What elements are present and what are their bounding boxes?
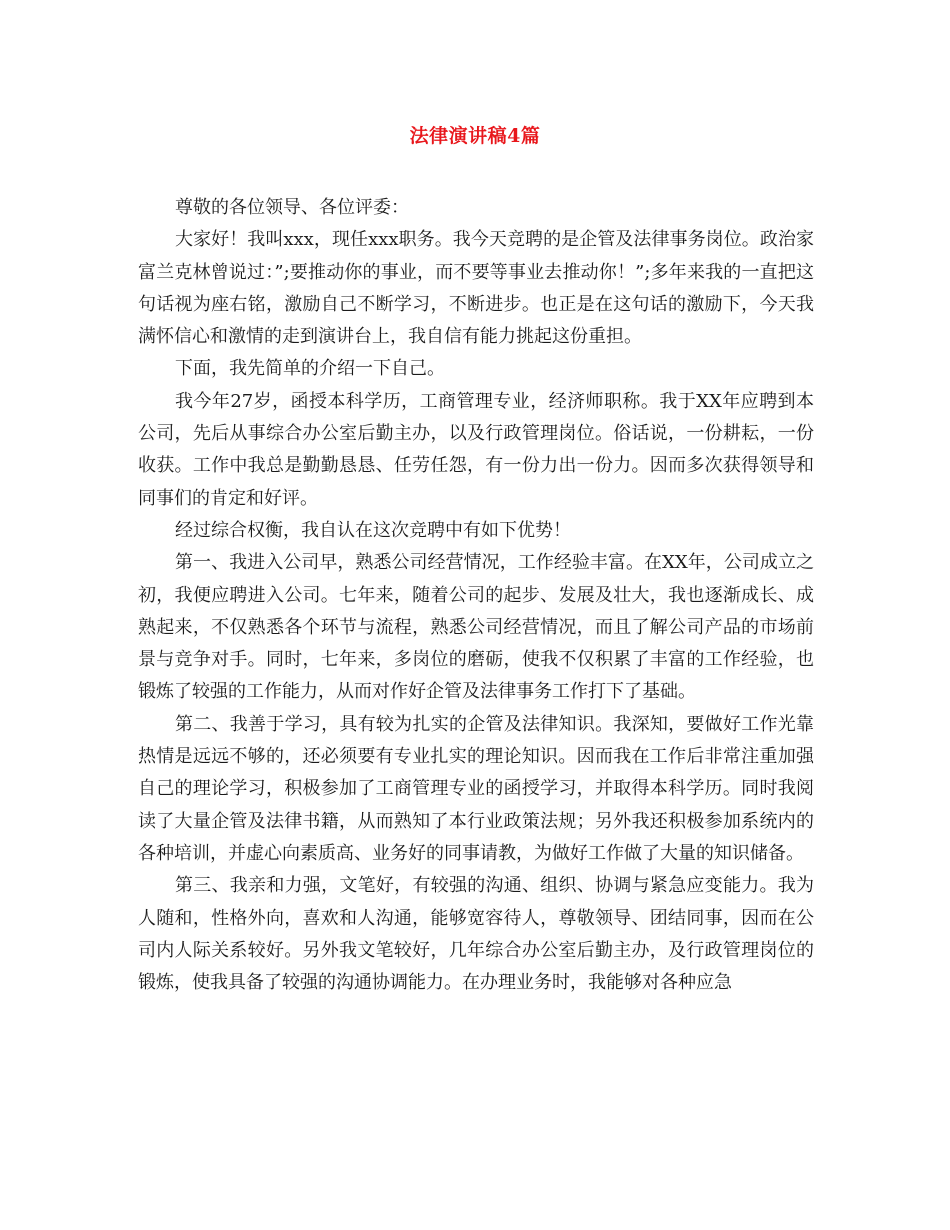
body-paragraph: 下面，我先简单的介绍一下自己。 <box>175 358 445 380</box>
document-body <box>138 192 814 999</box>
body-paragraph: 我今年27岁，函授本科学历，工商管理专业，经济师职称。我于XX年应聘到本公司，先后从事综合办公室后勤主办，以及行政管理岗位。俗话说，一份耕耘，一份收获。工作中我总是勤勤恳恳、任劳任怨，有一份力出一份力。因而多次获得领导和同事们的肯定和好评。 <box>138 390 814 509</box>
body-paragraph: 大家好！我叫xxx，现任xxx职务。我今天竞聘的是企管及法律事务岗位。政治家富兰克林曾说过：”;要推动你的事业，而不要等事业去推动你！”;多年来我的一直把这句话视为座右铭，激励自己不断学习，不断进步。也正是在这句话的激励下，今天我满怀信心和激情的走到演讲台上，我自信有能力挑起这份重担。 <box>138 229 814 348</box>
body-paragraph: 第二、我善于学习，具有较为扎实的企管及法律知识。我深知，要做好工作光靠热情是远远不够的，还必须要有专业扎实的理论知识。因而我在工作后非常注重加强自己的理论学习，积极参加了工商管理专业的函授学习，并取得本科学历。同时我阅读了大量企管及法律书籍，从而熟知了本行业政策法规；另外我还积极参加系统内的各种培训，并虚心向素质高、业务好的同事请教，为做好工作做了大量的知识储备。 <box>138 713 814 864</box>
body-paragraph: 第三、我亲和力强，文笔好，有较强的沟通、组织、协调与紧急应变能力。我为人随和，性格外向，喜欢和人沟通，能够宽容待人，尊敬领导、团结同事，因而在公司内人际关系较好。另外我文笔较好，几年综合办公室后勤主办，及行政管理岗位的锻炼，使我具备了较强的沟通协调能力。在办理业务时，我能够对各种应急 <box>138 875 814 994</box>
document-title: 法律演讲稿4篇 <box>409 125 541 147</box>
body-paragraph: 第一、我进入公司早，熟悉公司经营情况，工作经验丰富。在XX年，公司成立之初，我便应聘进入公司。七年来，随着公司的起步、发展及壮大，我也逐渐成长、成熟起来，不仅熟悉各个环节与流程，熟悉公司经营情况，而且了解公司产品的市场前景与竞争对手。同时，七年来，多岗位的磨砺，使我不仅积累了丰富的工作经验，也锻炼了较强的工作能力，从而对作好企管及法律事务工作打下了基础。 <box>138 552 814 703</box>
body-paragraph: 经过综合权衡，我自认在这次竞聘中有如下优势！ <box>175 519 571 541</box>
salutation-paragraph: 尊敬的各位领导、各位评委： <box>175 197 409 218</box>
